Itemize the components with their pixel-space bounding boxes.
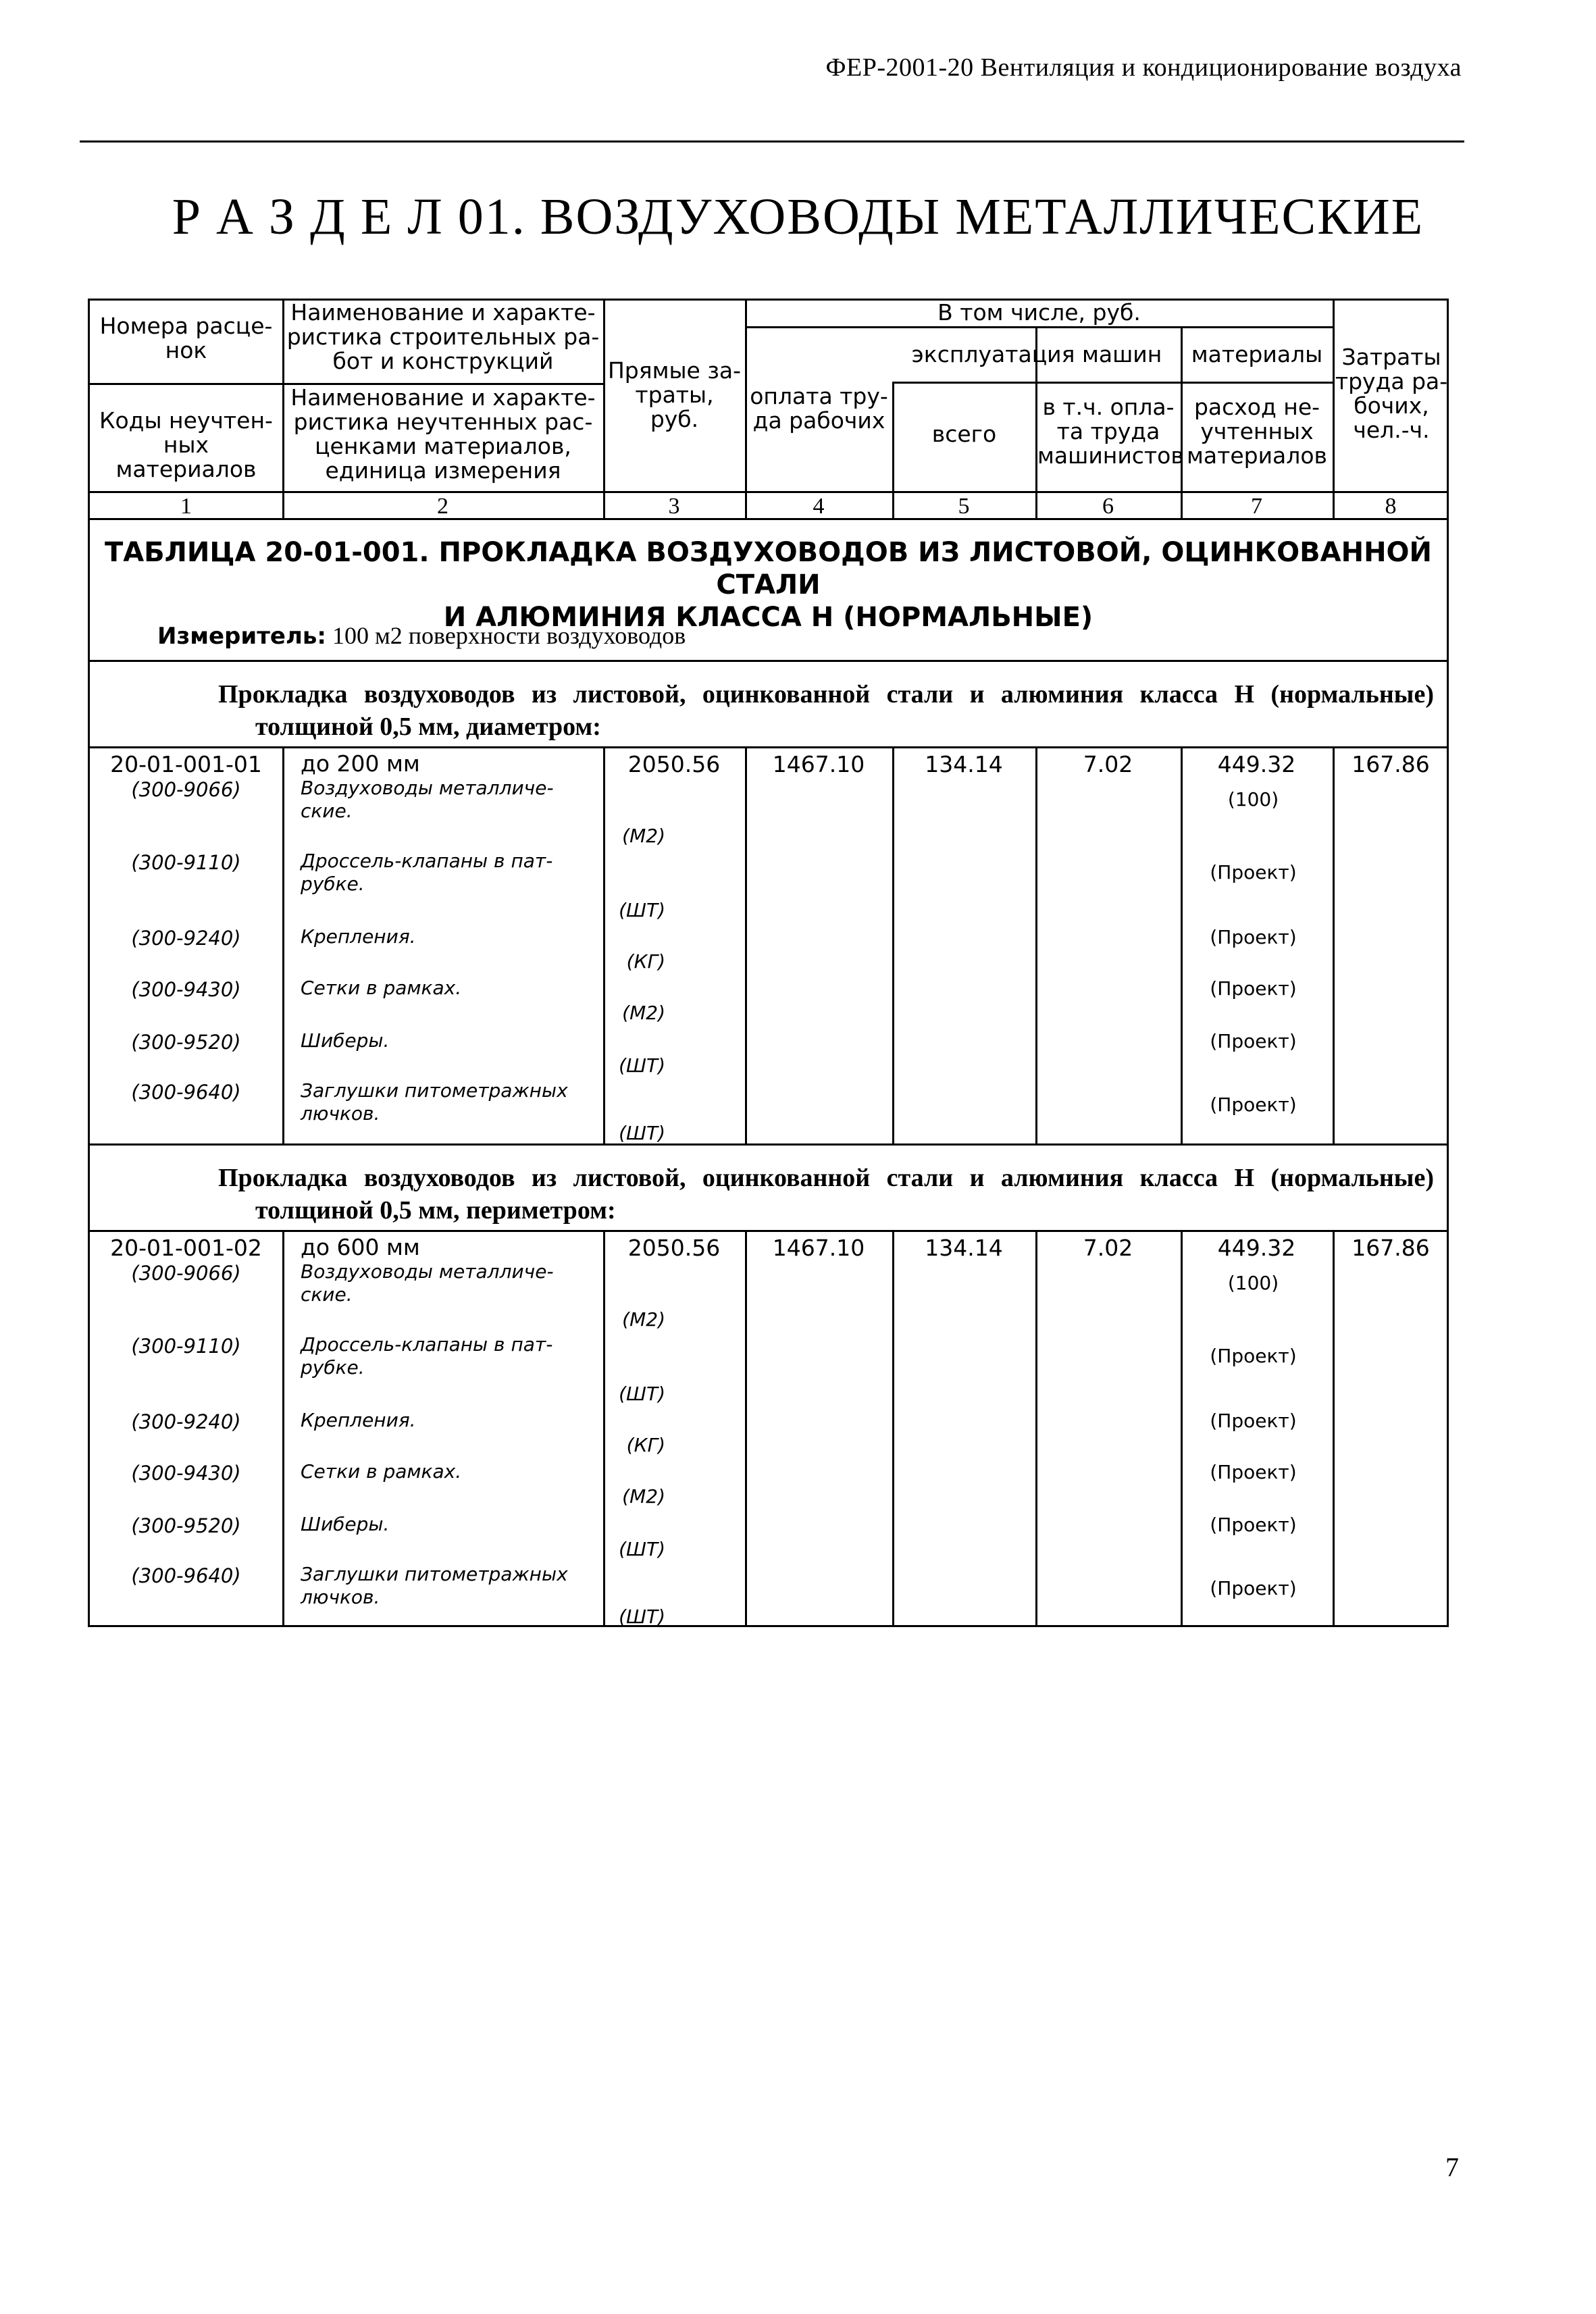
col3-line-1: Прямые за- <box>607 357 742 384</box>
machines-label: эксплуатация машин <box>911 341 1162 367</box>
material-unit: (ШТ) <box>619 1538 665 1560</box>
material-code: (300-9520) <box>131 1031 241 1054</box>
col2-bottom-line-3: ценками материалов, <box>315 433 571 459</box>
colnum-1: 1 <box>180 494 192 519</box>
table-title-line-1: ТАБЛИЦА 20-01-001. ПРОКЛАДКА ВОЗДУХОВОДОВ ИЗ ЛИСТОВОЙ, ОЦИНКОВАННОЙ СТАЛИ <box>104 537 1433 600</box>
section-title: Р А З Д Е Л 01. ВОЗДУХОВОДЫ МЕТАЛЛИЧЕСКИЕ <box>172 188 1424 245</box>
group-2-row <box>88 1230 1449 1627</box>
col6-line-3: машинистов <box>1037 442 1184 469</box>
material-name-line: ские. <box>301 1283 353 1306</box>
header-rule <box>80 140 1464 143</box>
material-name-line: Воздуховоды металличе- <box>301 777 554 799</box>
group-1-heading-line-2: толщиной 0,5 мм, диаметром: <box>255 713 601 741</box>
col1-bottom-line-1: Коды неучтен- <box>99 407 273 434</box>
material-name-line: Заглушки питометражных <box>301 1079 568 1102</box>
machinists-pay: 7.02 <box>1083 1235 1133 1261</box>
material-qty: (Проект) <box>1210 977 1297 1000</box>
material-name-line: Сетки в рамках. <box>301 1460 462 1483</box>
col6-line-1: в т.ч. опла- <box>1042 394 1175 420</box>
material-code: (300-9066) <box>131 1262 241 1285</box>
material-code: (300-9640) <box>131 1081 241 1104</box>
labor-hours: 167.86 <box>1352 751 1430 777</box>
machines-total: 134.14 <box>925 751 1003 777</box>
col2-bottom-line-4: единица измерения <box>325 457 561 484</box>
rate-code: 20-01-001-02 <box>110 1235 262 1261</box>
col1-top-line-1: Номера расце- <box>99 313 273 339</box>
col3-line-2: траты, <box>635 382 714 408</box>
colnum-6: 6 <box>1102 494 1114 519</box>
col4-line-2: да рабочих <box>752 407 885 434</box>
material-code: (300-9240) <box>131 1410 241 1433</box>
rate-code: 20-01-001-01 <box>110 751 262 777</box>
rates-table <box>88 299 1449 1627</box>
col7-line-3: материалов <box>1187 442 1327 469</box>
table-header <box>88 299 1449 491</box>
measure-label: Измеритель: <box>157 623 326 650</box>
col7-line-1: расход не- <box>1193 394 1320 420</box>
col8-line-3: бочих, <box>1354 392 1429 419</box>
col2-top-line-1: Наименование и характе- <box>290 299 596 326</box>
material-code: (300-9240) <box>131 927 241 950</box>
materials-label: материалы <box>1191 341 1323 367</box>
direct-costs: 2050.56 <box>627 1235 721 1261</box>
material-name-line: Крепления. <box>301 1409 416 1431</box>
colnum-5: 5 <box>958 494 970 519</box>
col8-line-2: труда ра- <box>1335 368 1448 394</box>
material-code: (300-9520) <box>131 1514 241 1537</box>
col3-line-3: руб. <box>650 406 699 432</box>
material-name-line: рубке. <box>301 1356 365 1379</box>
material-qty: (Проект) <box>1210 1514 1297 1536</box>
material-name-line: Крепления. <box>301 925 416 948</box>
material-name-line: Дроссель-клапаны в пат- <box>301 850 553 872</box>
material-qty: (Проект) <box>1210 1345 1297 1367</box>
material-unit: (М2) <box>622 825 665 847</box>
group-2-heading-line-1: Прокладка воздуховодов из листовой, оцинкованной стали и алюминия класса Н (нормальные) <box>218 1164 1434 1192</box>
material-unit: (ШТ) <box>619 899 665 921</box>
material-qty: (Проект) <box>1210 1094 1297 1116</box>
material-name-line: Дроссель-клапаны в пат- <box>301 1333 553 1356</box>
col1-bottom-line-2: ных материалов <box>115 432 257 482</box>
material-name-line: рубке. <box>301 873 365 895</box>
labor-pay: 1467.10 <box>772 751 865 777</box>
col1-top-line-2: нок <box>165 337 207 363</box>
material-name-line: лючков. <box>301 1586 380 1608</box>
material-qty: (100) <box>1227 1272 1279 1294</box>
colnum-2: 2 <box>437 494 448 519</box>
col8-line-4: чел.-ч. <box>1353 417 1430 443</box>
material-name-line: ские. <box>301 800 353 822</box>
rate-name: до 200 мм <box>301 750 420 777</box>
material-code: (300-9430) <box>131 978 241 1001</box>
col8-line-1: Затраты <box>1341 344 1441 370</box>
table-title-line-2: И АЛЮМИНИЯ КЛАССА Н (НОРМАЛЬНЫЕ) <box>443 602 1093 633</box>
machines-total: 134.14 <box>925 1235 1003 1261</box>
material-qty: (100) <box>1227 788 1279 811</box>
materials-cost: 449.32 <box>1217 751 1296 777</box>
machinists-pay: 7.02 <box>1083 751 1133 777</box>
group-1-heading <box>88 660 1449 746</box>
material-unit: (КГ) <box>626 950 665 973</box>
labor-hours: 167.86 <box>1352 1235 1430 1261</box>
col7-line-2: учтенных <box>1200 418 1314 444</box>
labor-pay: 1467.10 <box>772 1235 865 1261</box>
material-name-line: Сетки в рамках. <box>301 977 462 999</box>
material-name-line: Шиберы. <box>301 1513 390 1535</box>
col4-line-1: оплата тру- <box>750 383 888 409</box>
material-qty: (Проект) <box>1210 1410 1297 1432</box>
material-name-line: лючков. <box>301 1102 380 1125</box>
direct-costs: 2050.56 <box>627 751 721 777</box>
colnum-3: 3 <box>668 494 680 519</box>
group-2-heading <box>88 1143 1449 1230</box>
material-unit: (М2) <box>622 1308 665 1331</box>
material-code: (300-9066) <box>131 778 241 801</box>
col5-label: всего <box>931 421 997 447</box>
group-1-heading-line-1: Прокладка воздуховодов из листовой, оцинкованной стали и алюминия класса Н (нормальные) <box>218 680 1434 709</box>
material-code: (300-9110) <box>131 1335 241 1358</box>
materials-cost: 449.32 <box>1217 1235 1296 1261</box>
colnum-4: 4 <box>813 494 825 519</box>
col2-top-line-2: ристика строительных ра- <box>286 324 600 350</box>
material-unit: (ШТ) <box>619 1383 665 1405</box>
material-unit: (КГ) <box>626 1434 665 1456</box>
material-code: (300-9110) <box>131 851 241 874</box>
colnum-7: 7 <box>1251 494 1262 519</box>
col2-bottom-line-2: ристика неучтенных рас- <box>293 409 593 435</box>
group-1-row <box>88 746 1449 1143</box>
measure-line <box>157 621 686 650</box>
material-qty: (Проект) <box>1210 926 1297 948</box>
group-2-heading-line-2: толщиной 0,5 мм, периметром: <box>255 1196 616 1225</box>
material-name-line: Заглушки питометражных <box>301 1563 568 1585</box>
material-qty: (Проект) <box>1210 1461 1297 1483</box>
material-qty: (Проект) <box>1210 1030 1297 1052</box>
incl-label: В том числе, руб. <box>937 299 1141 326</box>
material-name-line: Воздуховоды металличе- <box>301 1260 554 1283</box>
material-unit: (ШТ) <box>619 1122 665 1144</box>
material-unit: (ШТ) <box>619 1054 665 1077</box>
col2-top-line-3: бот и конструкций <box>332 348 554 374</box>
material-code: (300-9430) <box>131 1462 241 1485</box>
measure-value: 100 м2 поверхности воздуховодов <box>332 622 686 649</box>
material-qty: (Проект) <box>1210 861 1297 883</box>
col2-bottom-line-1: Наименование и характе- <box>290 384 596 411</box>
rate-name: до 600 мм <box>301 1234 420 1260</box>
col6-line-2: та труда <box>1056 418 1160 444</box>
material-unit: (ШТ) <box>619 1605 665 1628</box>
running-header: ФЕР-2001-20 Вентиляция и кондиционирование воздуха <box>825 53 1462 82</box>
page-number: 7 <box>1445 2152 1459 2182</box>
column-numbers-row <box>88 491 1449 518</box>
material-qty: (Проект) <box>1210 1577 1297 1599</box>
colnum-8: 8 <box>1385 494 1397 519</box>
material-name-line: Шиберы. <box>301 1029 390 1052</box>
material-code: (300-9640) <box>131 1564 241 1587</box>
material-unit: (М2) <box>622 1485 665 1508</box>
material-unit: (М2) <box>622 1002 665 1024</box>
table-title-block <box>88 518 1449 660</box>
